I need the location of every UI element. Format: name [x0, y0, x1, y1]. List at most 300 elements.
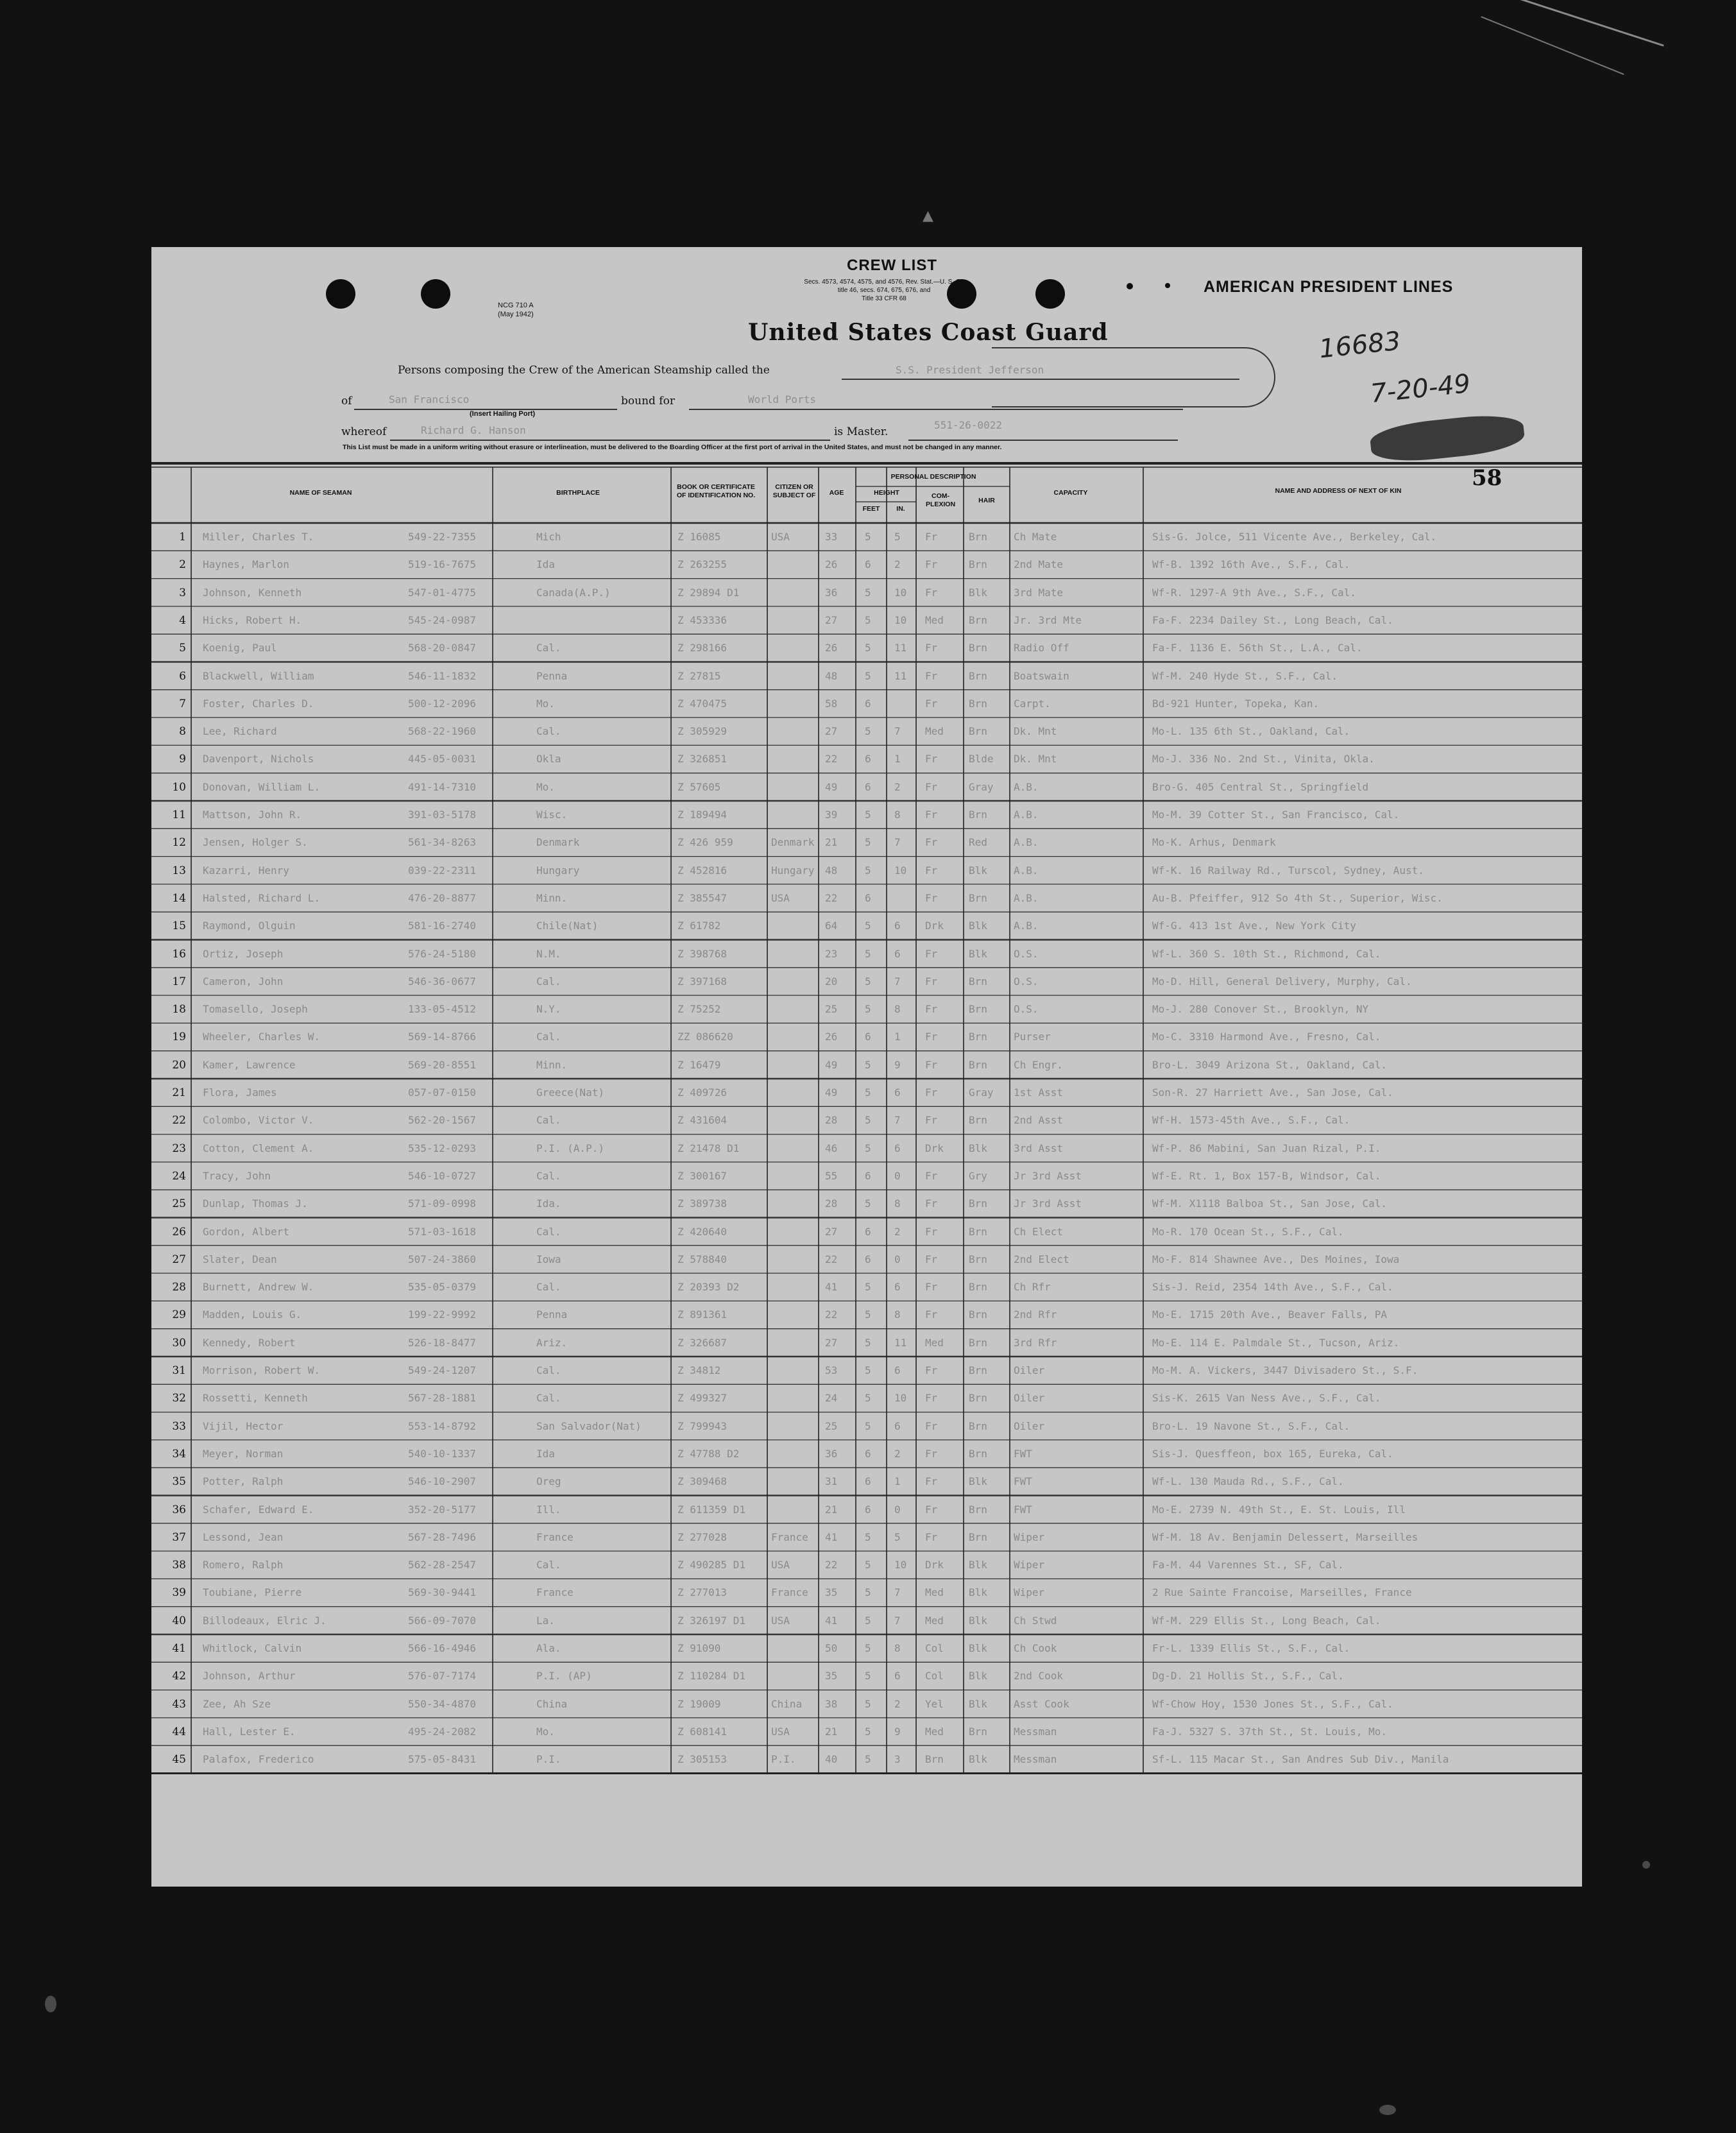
book-number: Z 608141 [677, 1725, 728, 1738]
capacity: Ch Mate [1014, 531, 1057, 543]
master-name: Richard G. Hanson [421, 424, 526, 436]
citizenship: USA [771, 1614, 790, 1627]
capacity: Dk. Mnt [1014, 753, 1057, 766]
height-feet: 6 [865, 1447, 871, 1460]
seaman-ssn: 569-20-8551 [408, 1058, 476, 1071]
height-feet: 6 [865, 1225, 871, 1238]
height-inches: 3 [894, 1753, 901, 1766]
height-feet: 5 [865, 531, 871, 543]
hair-color: Brn [969, 725, 987, 738]
row-number: 1 [179, 531, 186, 544]
book-number: Z 326197 D1 [677, 1614, 745, 1627]
citizenship: USA [771, 1559, 790, 1572]
seaman-name: Kamer, Lawrence [203, 1058, 296, 1071]
complexion: Fr [925, 1253, 938, 1265]
seaman-ssn: 549-22-7355 [408, 531, 476, 543]
row-number: 38 [172, 1559, 186, 1572]
seaman-ssn: 576-24-5180 [408, 947, 476, 960]
book-number: Z 490285 D1 [677, 1559, 745, 1572]
birthplace: Mich [536, 531, 561, 543]
height-feet: 5 [865, 1725, 871, 1738]
height-feet: 5 [865, 1281, 871, 1294]
row-number: 5 [179, 642, 186, 655]
age: 46 [825, 1142, 838, 1154]
birthplace: Cal. [536, 1114, 561, 1127]
complexion: Fr [925, 1419, 938, 1432]
height-feet: 6 [865, 780, 871, 793]
hair-color: Brn [969, 1031, 987, 1043]
birthplace: N.M. [536, 947, 561, 960]
hair-color: Blk [969, 920, 987, 932]
next-of-kin: Mo-F. 814 Shawnee Ave., Des Moines, Iowa [1152, 1253, 1400, 1265]
col-header-inches: IN. [896, 504, 905, 513]
seaman-ssn: 568-20-0847 [408, 642, 476, 655]
seaman-ssn: 571-03-1618 [408, 1225, 476, 1238]
citizenship: France [771, 1530, 808, 1543]
book-number: Z 277028 [677, 1530, 728, 1543]
seaman-name: Morrison, Robert W. [203, 1364, 321, 1376]
hair-color: Gray [969, 780, 994, 793]
col-header-feet: FEET [862, 504, 880, 513]
next-of-kin: Fa-J. 5327 S. 37th St., St. Louis, Mo. [1152, 1725, 1388, 1738]
book-number: ZZ 086620 [677, 1031, 733, 1043]
capacity: FWT [1014, 1503, 1032, 1516]
hair-color: Gry [969, 1169, 987, 1182]
book-number: Z 47788 D2 [677, 1447, 740, 1460]
age: 55 [825, 1169, 838, 1182]
capacity: Purser [1014, 1031, 1051, 1043]
seaman-ssn: 575-05-8431 [408, 1753, 476, 1766]
book-number: Z 189494 [677, 809, 728, 821]
birthplace: Penna [536, 669, 568, 682]
seaman-ssn: 581-16-2740 [408, 920, 476, 932]
next-of-kin: Wf-M. 229 Ellis St., Long Beach, Cal. [1152, 1614, 1381, 1627]
capacity: 2nd Cook [1014, 1670, 1064, 1683]
next-of-kin: Mo-E. 114 E. Palmdale St., Tucson, Ariz. [1152, 1336, 1400, 1349]
complexion: Fr [925, 1031, 938, 1043]
capacity: A.B. [1014, 780, 1039, 793]
seaman-name: Toubiane, Pierre [203, 1586, 302, 1599]
book-number: Z 799943 [677, 1419, 728, 1432]
row-number: 13 [172, 864, 186, 877]
seaman-ssn: 566-09-7070 [408, 1614, 476, 1627]
height-inches: 0 [894, 1169, 901, 1182]
birthplace: Cal. [536, 1281, 561, 1294]
height-inches: 8 [894, 1642, 901, 1654]
seaman-ssn: 500-12-2096 [408, 697, 476, 710]
row-number: 19 [172, 1031, 186, 1044]
book-number: Z 611359 D1 [677, 1503, 745, 1516]
seaman-name: Miller, Charles T. [203, 531, 314, 543]
birthplace: Cal. [536, 1225, 561, 1238]
row-number: 40 [172, 1614, 186, 1627]
hair-color: Brn [969, 1058, 987, 1071]
next-of-kin: Mo-C. 3310 Harmond Ave., Fresno, Cal. [1152, 1031, 1381, 1043]
next-of-kin: Mo-K. Arhus, Denmark [1152, 836, 1276, 849]
age: 21 [825, 1503, 838, 1516]
row-number: 34 [172, 1447, 186, 1461]
seaman-ssn: 352-20-5177 [408, 1503, 476, 1516]
complexion: Fr [925, 1475, 938, 1488]
height-feet: 5 [865, 1697, 871, 1710]
hair-color: Brn [969, 531, 987, 543]
birthplace: Oreg [536, 1475, 561, 1488]
height-inches: 6 [894, 947, 901, 960]
height-inches: 6 [894, 1670, 901, 1683]
next-of-kin: Bd-921 Hunter, Topeka, Kan. [1152, 697, 1320, 710]
book-number: Z 298166 [677, 642, 728, 655]
destination: World Ports [748, 393, 816, 406]
seaman-name: Johnson, Arthur [203, 1670, 296, 1683]
row-number: 37 [172, 1530, 186, 1544]
hair-color: Blk [969, 586, 987, 599]
next-of-kin: Fa-M. 44 Varennes St., SF, Cal. [1152, 1559, 1344, 1572]
age: 21 [825, 836, 838, 849]
capacity: 2nd Elect [1014, 1253, 1069, 1265]
complexion: Fr [925, 947, 938, 960]
height-inches: 10 [894, 1392, 907, 1405]
birthplace: P.I. [536, 1753, 561, 1766]
col-header-capacity: CAPACITY [1053, 488, 1088, 497]
seaman-name: Dunlap, Thomas J. [203, 1197, 308, 1210]
hair-color: Blk [969, 1586, 987, 1599]
next-of-kin: Son-R. 27 Harriett Ave., San Jose, Cal. [1152, 1086, 1393, 1099]
capacity: 3rd Mate [1014, 586, 1064, 599]
book-number: Z 16085 [677, 531, 721, 543]
book-number: Z 263255 [677, 558, 728, 571]
hair-color: Brn [969, 558, 987, 571]
seaman-ssn: 535-12-0293 [408, 1142, 476, 1154]
seaman-ssn: 562-28-2547 [408, 1559, 476, 1572]
birthplace: La. [536, 1614, 555, 1627]
book-number: Z 431604 [677, 1114, 728, 1127]
age: 22 [825, 891, 838, 904]
birthplace: Ariz. [536, 1336, 568, 1349]
age: 35 [825, 1586, 838, 1599]
age: 49 [825, 1058, 838, 1071]
capacity: Wiper [1014, 1530, 1045, 1543]
capacity: Radio Off [1014, 642, 1069, 655]
seaman-name: Tracy, John [203, 1169, 271, 1182]
seaman-ssn: 567-28-1881 [408, 1392, 476, 1405]
height-inches: 2 [894, 1447, 901, 1460]
seaman-name: Flora, James [203, 1086, 277, 1099]
height-feet: 6 [865, 1475, 871, 1488]
height-inches: 6 [894, 1142, 901, 1154]
seaman-name: Lessond, Jean [203, 1530, 284, 1543]
birthplace: P.I. (AP) [536, 1670, 592, 1683]
height-inches: 7 [894, 975, 901, 988]
birthplace: Wisc. [536, 809, 568, 821]
complexion: Fr [925, 891, 938, 904]
birthplace: China [536, 1697, 568, 1710]
seaman-ssn: 549-24-1207 [408, 1364, 476, 1376]
book-number: Z 61782 [677, 920, 721, 932]
capacity: 3rd Asst [1014, 1142, 1064, 1154]
seaman-ssn: 546-10-0727 [408, 1169, 476, 1182]
hair-color: Blk [969, 1559, 987, 1572]
hair-color: Blk [969, 947, 987, 960]
height-feet: 5 [865, 642, 871, 655]
next-of-kin: Mo-D. Hill, General Delivery, Murphy, Cal. [1152, 975, 1412, 988]
seaman-ssn: 550-34-4870 [408, 1697, 476, 1710]
birthplace: France [536, 1586, 574, 1599]
next-of-kin: Wf-P. 86 Mabini, San Juan Rizal, P.I. [1152, 1142, 1381, 1154]
seaman-name: Donovan, William L. [203, 780, 321, 793]
age: 41 [825, 1281, 838, 1294]
col-header-hair: HAIR [978, 496, 995, 504]
next-of-kin: Wf-M. 240 Hyde St., S.F., Cal. [1152, 669, 1338, 682]
book-number: Z 29894 D1 [677, 586, 740, 599]
complexion: Fr [925, 836, 938, 849]
row-number: 15 [172, 920, 186, 933]
birthplace: Cal. [536, 1392, 561, 1405]
next-of-kin: Wf-R. 1297-A 9th Ave., S.F., Cal. [1152, 586, 1356, 599]
notice-text: This List must be made in a uniform writing without erasure or interlineation, must be delivered to the Boarding Officer at the first port of arrival in the United States, and must not be changed in any manner. [343, 443, 1002, 451]
seaman-ssn: 569-30-9441 [408, 1586, 476, 1599]
col-header-name: NAME OF SEAMAN [289, 488, 352, 497]
complexion: Fr [925, 697, 938, 710]
book-number: Z 398768 [677, 947, 728, 960]
row-number: 36 [172, 1503, 186, 1516]
seaman-name: Lee, Richard [203, 725, 277, 738]
statute-reference: Secs. 4573, 4574, 4575, and 4576, Rev. Stat.—U. S. C., title 46, secs. 674, 675, 676, and Title 33 CFR 68 [804, 278, 964, 302]
next-of-kin: Bro-L. 19 Navone St., S.F., Cal. [1152, 1419, 1350, 1432]
hair-color: Blk [969, 1670, 987, 1683]
book-number: Z 389738 [677, 1197, 728, 1210]
height-feet: 5 [865, 975, 871, 988]
next-of-kin: Dg-D. 21 Hollis St., S.F., Cal. [1152, 1670, 1344, 1683]
height-feet: 5 [865, 1530, 871, 1543]
capacity: Wiper [1014, 1559, 1045, 1572]
height-feet: 5 [865, 1364, 871, 1376]
hair-color: Brn [969, 1419, 987, 1432]
citizenship: P.I. [771, 1753, 796, 1766]
next-of-kin: Sis-G. Jolce, 511 Vicente Ave., Berkeley, Cal. [1152, 531, 1437, 543]
next-of-kin: Mo-M. A. Vickers, 3447 Divisadero St., S.F. [1152, 1364, 1418, 1376]
capacity: Boatswain [1014, 669, 1069, 682]
row-number: 18 [172, 1003, 186, 1016]
seaman-ssn: 039-22-2311 [408, 864, 476, 877]
seaman-name: Foster, Charles D. [203, 697, 314, 710]
age: 50 [825, 1642, 838, 1654]
seaman-ssn: 491-14-7310 [408, 780, 476, 793]
height-inches: 0 [894, 1253, 901, 1265]
height-inches: 6 [894, 1364, 901, 1376]
book-number: Z 300167 [677, 1169, 728, 1182]
book-number: Z 21478 D1 [677, 1142, 740, 1154]
next-of-kin: Wf-L. 130 Mauda Rd., S.F., Cal. [1152, 1475, 1344, 1488]
complexion: Med [925, 613, 944, 626]
seaman-name: Jensen, Holger S. [203, 836, 308, 849]
row-number: 2 [179, 558, 186, 572]
seaman-ssn: 576-07-7174 [408, 1670, 476, 1683]
book-number: Z 19009 [677, 1697, 721, 1710]
agency-title: United States Coast Guard [748, 319, 1109, 346]
capacity: Ch Rfr [1014, 1281, 1051, 1294]
row-number: 20 [172, 1058, 186, 1072]
seaman-name: Kennedy, Robert [203, 1336, 296, 1349]
seaman-ssn: 561-34-8263 [408, 836, 476, 849]
capacity: Oiler [1014, 1392, 1045, 1405]
seaman-name: Meyer, Norman [203, 1447, 284, 1460]
complexion: Fr [925, 1364, 938, 1376]
hair-color: Gray [969, 1086, 994, 1099]
seaman-ssn: 553-14-8792 [408, 1419, 476, 1432]
hair-color: Red [969, 836, 987, 849]
birthplace: Iowa [536, 1253, 561, 1265]
age: 27 [825, 1225, 838, 1238]
next-of-kin: Wf-M. 18 Av. Benjamin Delessert, Marseilles [1152, 1530, 1418, 1543]
seaman-name: Whitlock, Calvin [203, 1642, 302, 1654]
hair-color: Blk [969, 1614, 987, 1627]
complexion: Yel [925, 1697, 944, 1710]
book-number: Z 891361 [677, 1308, 728, 1321]
hair-color: Brn [969, 809, 987, 821]
vessel-name: S.S. President Jefferson [896, 364, 1044, 376]
height-feet: 6 [865, 1169, 871, 1182]
row-number: 14 [172, 891, 186, 905]
book-number: Z 75252 [677, 1003, 721, 1016]
seaman-name: Potter, Ralph [203, 1475, 284, 1488]
hair-color: Brn [969, 1447, 987, 1460]
birthplace: Minn. [536, 891, 568, 904]
complexion: Med [925, 1614, 944, 1627]
seaman-name: Raymond, Olguin [203, 920, 296, 932]
age: 33 [825, 531, 838, 543]
height-inches: 6 [894, 920, 901, 932]
row-number: 33 [172, 1419, 186, 1433]
book-number: Z 91090 [677, 1642, 721, 1654]
citizenship: Hungary [771, 864, 815, 877]
book-number: Z 409726 [677, 1086, 728, 1099]
height-inches: 10 [894, 586, 907, 599]
row-number: 9 [179, 753, 186, 766]
height-inches: 7 [894, 1114, 901, 1127]
hair-color: Blk [969, 1753, 987, 1766]
height-feet: 5 [865, 1642, 871, 1654]
row-number: 35 [172, 1475, 186, 1489]
hair-color: Brn [969, 669, 987, 682]
age: 36 [825, 1447, 838, 1460]
row-number: 32 [172, 1392, 186, 1405]
complexion: Fr [925, 864, 938, 877]
next-of-kin: 2 Rue Sainte Francoise, Marseilles, France [1152, 1586, 1412, 1599]
row-number: 8 [179, 725, 186, 739]
hailing-port: San Francisco [389, 393, 470, 406]
next-of-kin: Wf-Chow Hoy, 1530 Jones St., S.F., Cal. [1152, 1697, 1393, 1710]
hair-color: Brn [969, 975, 987, 988]
birthplace: Cal. [536, 725, 561, 738]
age: 49 [825, 1086, 838, 1099]
complexion: Med [925, 725, 944, 738]
height-feet: 5 [865, 1114, 871, 1127]
seaman-ssn: 571-09-0998 [408, 1197, 476, 1210]
book-number: Z 110284 D1 [677, 1670, 745, 1683]
book-number: Z 305929 [677, 725, 728, 738]
height-feet: 5 [865, 1336, 871, 1349]
height-inches: 8 [894, 809, 901, 821]
birthplace: Ill. [536, 1503, 561, 1516]
complexion: Fr [925, 780, 938, 793]
seaman-ssn: 391-03-5178 [408, 809, 476, 821]
seaman-ssn: 568-22-1960 [408, 725, 476, 738]
seaman-ssn: 476-20-8877 [408, 891, 476, 904]
height-feet: 5 [865, 586, 871, 599]
scan-speck [45, 1996, 56, 2012]
seaman-name: Slater, Dean [203, 1253, 277, 1265]
seaman-name: Palafox, Frederico [203, 1753, 314, 1766]
row-number: 3 [179, 586, 186, 599]
citizenship: USA [771, 891, 790, 904]
seaman-name: Colombo, Victor V. [203, 1114, 314, 1127]
next-of-kin: Mo-J. 280 Conover St., Brooklyn, NY [1152, 1003, 1369, 1016]
age: 27 [825, 725, 838, 738]
hair-color: Brn [969, 642, 987, 655]
book-number: Z 578840 [677, 1253, 728, 1265]
next-of-kin: Bro-G. 405 Central St., Springfield [1152, 780, 1369, 793]
seaman-name: Halsted, Richard L. [203, 891, 321, 904]
hair-color: Brn [969, 1197, 987, 1210]
height-feet: 5 [865, 1003, 871, 1016]
complexion: Col [925, 1642, 944, 1654]
bound-label: bound for [621, 395, 675, 407]
hair-color: Brn [969, 697, 987, 710]
next-of-kin: Fa-F. 1136 E. 56th St., L.A., Cal. [1152, 642, 1363, 655]
height-feet: 5 [865, 1614, 871, 1627]
height-feet: 5 [865, 920, 871, 932]
hair-color: Brn [969, 1392, 987, 1405]
row-number: 22 [172, 1114, 186, 1127]
row-number: 45 [172, 1753, 186, 1767]
book-number: Z 470475 [677, 697, 728, 710]
birthplace: Cal. [536, 1559, 561, 1572]
complexion: Fr [925, 1392, 938, 1405]
seaman-ssn: 569-14-8766 [408, 1031, 476, 1043]
height-inches: 11 [894, 642, 907, 655]
height-inches: 5 [894, 531, 901, 543]
height-feet: 5 [865, 1142, 871, 1154]
book-number: Z 27815 [677, 669, 721, 682]
age: 26 [825, 1031, 838, 1043]
seaman-name: Ortiz, Joseph [203, 947, 284, 960]
height-feet: 5 [865, 809, 871, 821]
height-feet: 5 [865, 1058, 871, 1071]
seaman-ssn: 507-24-3860 [408, 1253, 476, 1265]
seaman-ssn: 547-01-4775 [408, 586, 476, 599]
row-number: 42 [172, 1670, 186, 1683]
age: 38 [825, 1697, 838, 1710]
next-of-kin: Bro-L. 3049 Arizona St., Oakland, Cal. [1152, 1058, 1388, 1071]
next-of-kin: Wf-K. 16 Railway Rd., Turscol, Sydney, Aust. [1152, 864, 1424, 877]
seaman-ssn: 133-05-4512 [408, 1003, 476, 1016]
height-feet: 5 [865, 1086, 871, 1099]
capacity: Ch Cook [1014, 1642, 1057, 1654]
next-of-kin: Wf-M. X1118 Balboa St., San Jose, Cal. [1152, 1197, 1388, 1210]
hair-color: Blk [969, 1642, 987, 1654]
height-feet: 5 [865, 1419, 871, 1432]
height-inches: 6 [894, 1281, 901, 1294]
birthplace: Cal. [536, 1364, 561, 1376]
hair-color: Brn [969, 891, 987, 904]
hair-color: Blk [969, 1697, 987, 1710]
complexion: Fr [925, 1197, 938, 1210]
height-feet: 5 [865, 836, 871, 849]
next-of-kin: Mo-L. 135 6th St., Oakland, Cal. [1152, 725, 1350, 738]
col-header-kin: NAME AND ADDRESS OF NEXT OF KIN [1275, 486, 1402, 495]
row-number: 17 [172, 975, 186, 988]
hair-color: Brn [969, 1253, 987, 1265]
